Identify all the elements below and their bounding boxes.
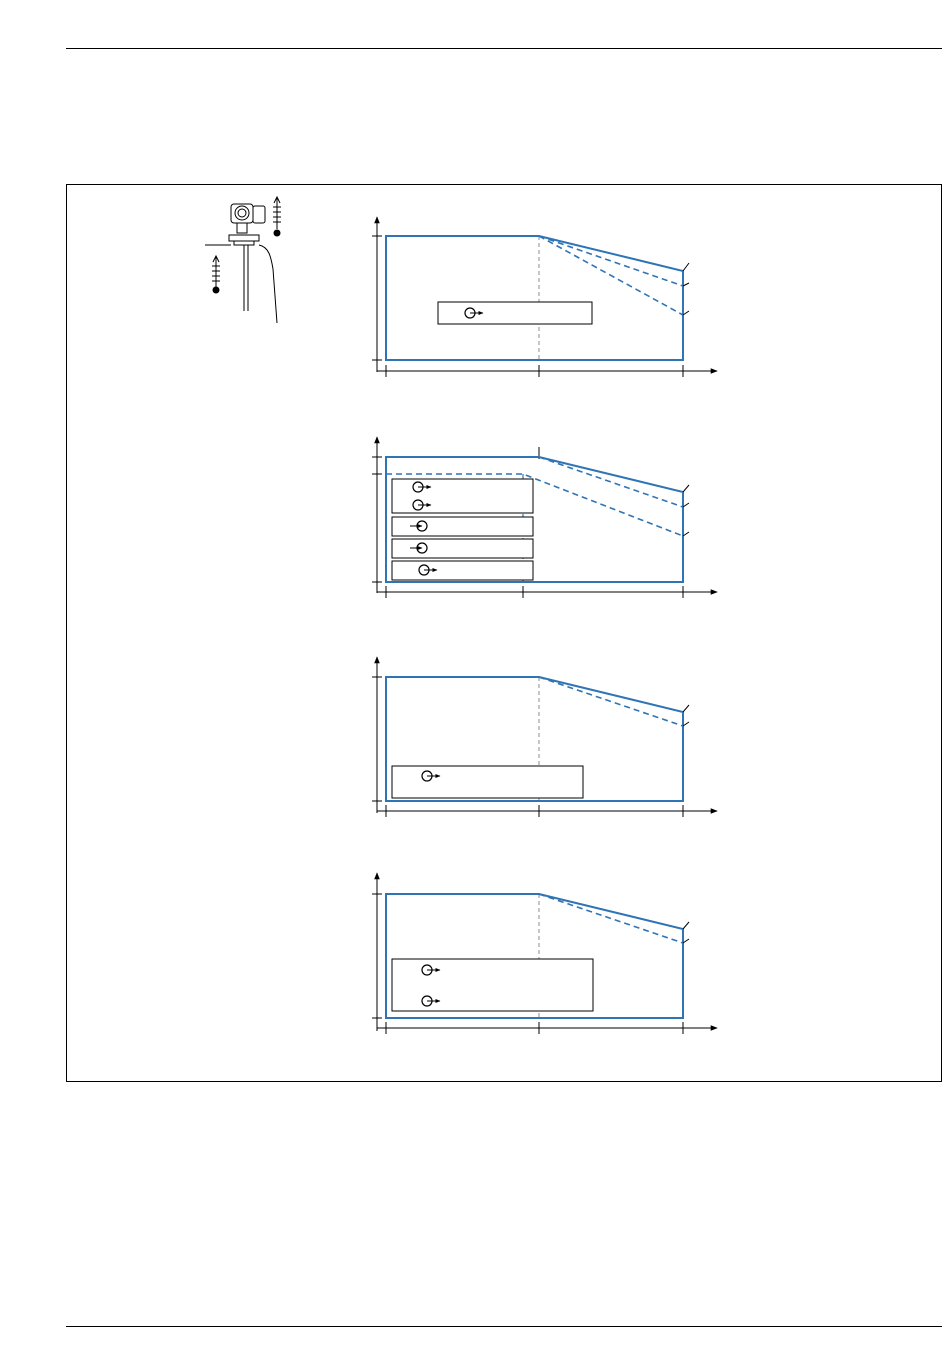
derating-chart-2: [372, 437, 717, 598]
derating-curve-dashed: [539, 457, 683, 507]
derating-figure: [67, 185, 941, 1081]
derating-chart-4: [372, 873, 717, 1034]
derating-curve-dashed: [539, 236, 683, 286]
y-axis: [372, 873, 382, 1031]
legend-box: [392, 561, 533, 580]
ambient-thermometer-icon: [273, 197, 281, 236]
legend-box: [392, 479, 533, 513]
y-axis: [372, 657, 382, 813]
y-axis: [372, 437, 382, 593]
derating-curve-dashed: [539, 894, 683, 943]
legend-box: [392, 539, 533, 558]
figure-frame: [66, 184, 942, 1082]
legend-box: [392, 959, 593, 1011]
footer-rule: [66, 1326, 942, 1327]
legend-box: [392, 766, 583, 798]
x-axis: [377, 365, 717, 377]
y-axis: [372, 217, 382, 372]
derating-chart-3: [372, 657, 717, 817]
x-axis: [377, 586, 717, 598]
derating-curve-dashed: [539, 677, 683, 726]
legend-box: [438, 302, 592, 324]
legend-box: [392, 517, 533, 536]
process-thermometer-icon: [212, 256, 220, 293]
header-rule: [66, 48, 942, 49]
x-axis: [377, 1022, 717, 1034]
derating-chart-1: [372, 217, 717, 377]
derating-curve-solid: [386, 236, 683, 360]
x-axis: [377, 805, 717, 817]
installation-illustration: [205, 197, 281, 323]
